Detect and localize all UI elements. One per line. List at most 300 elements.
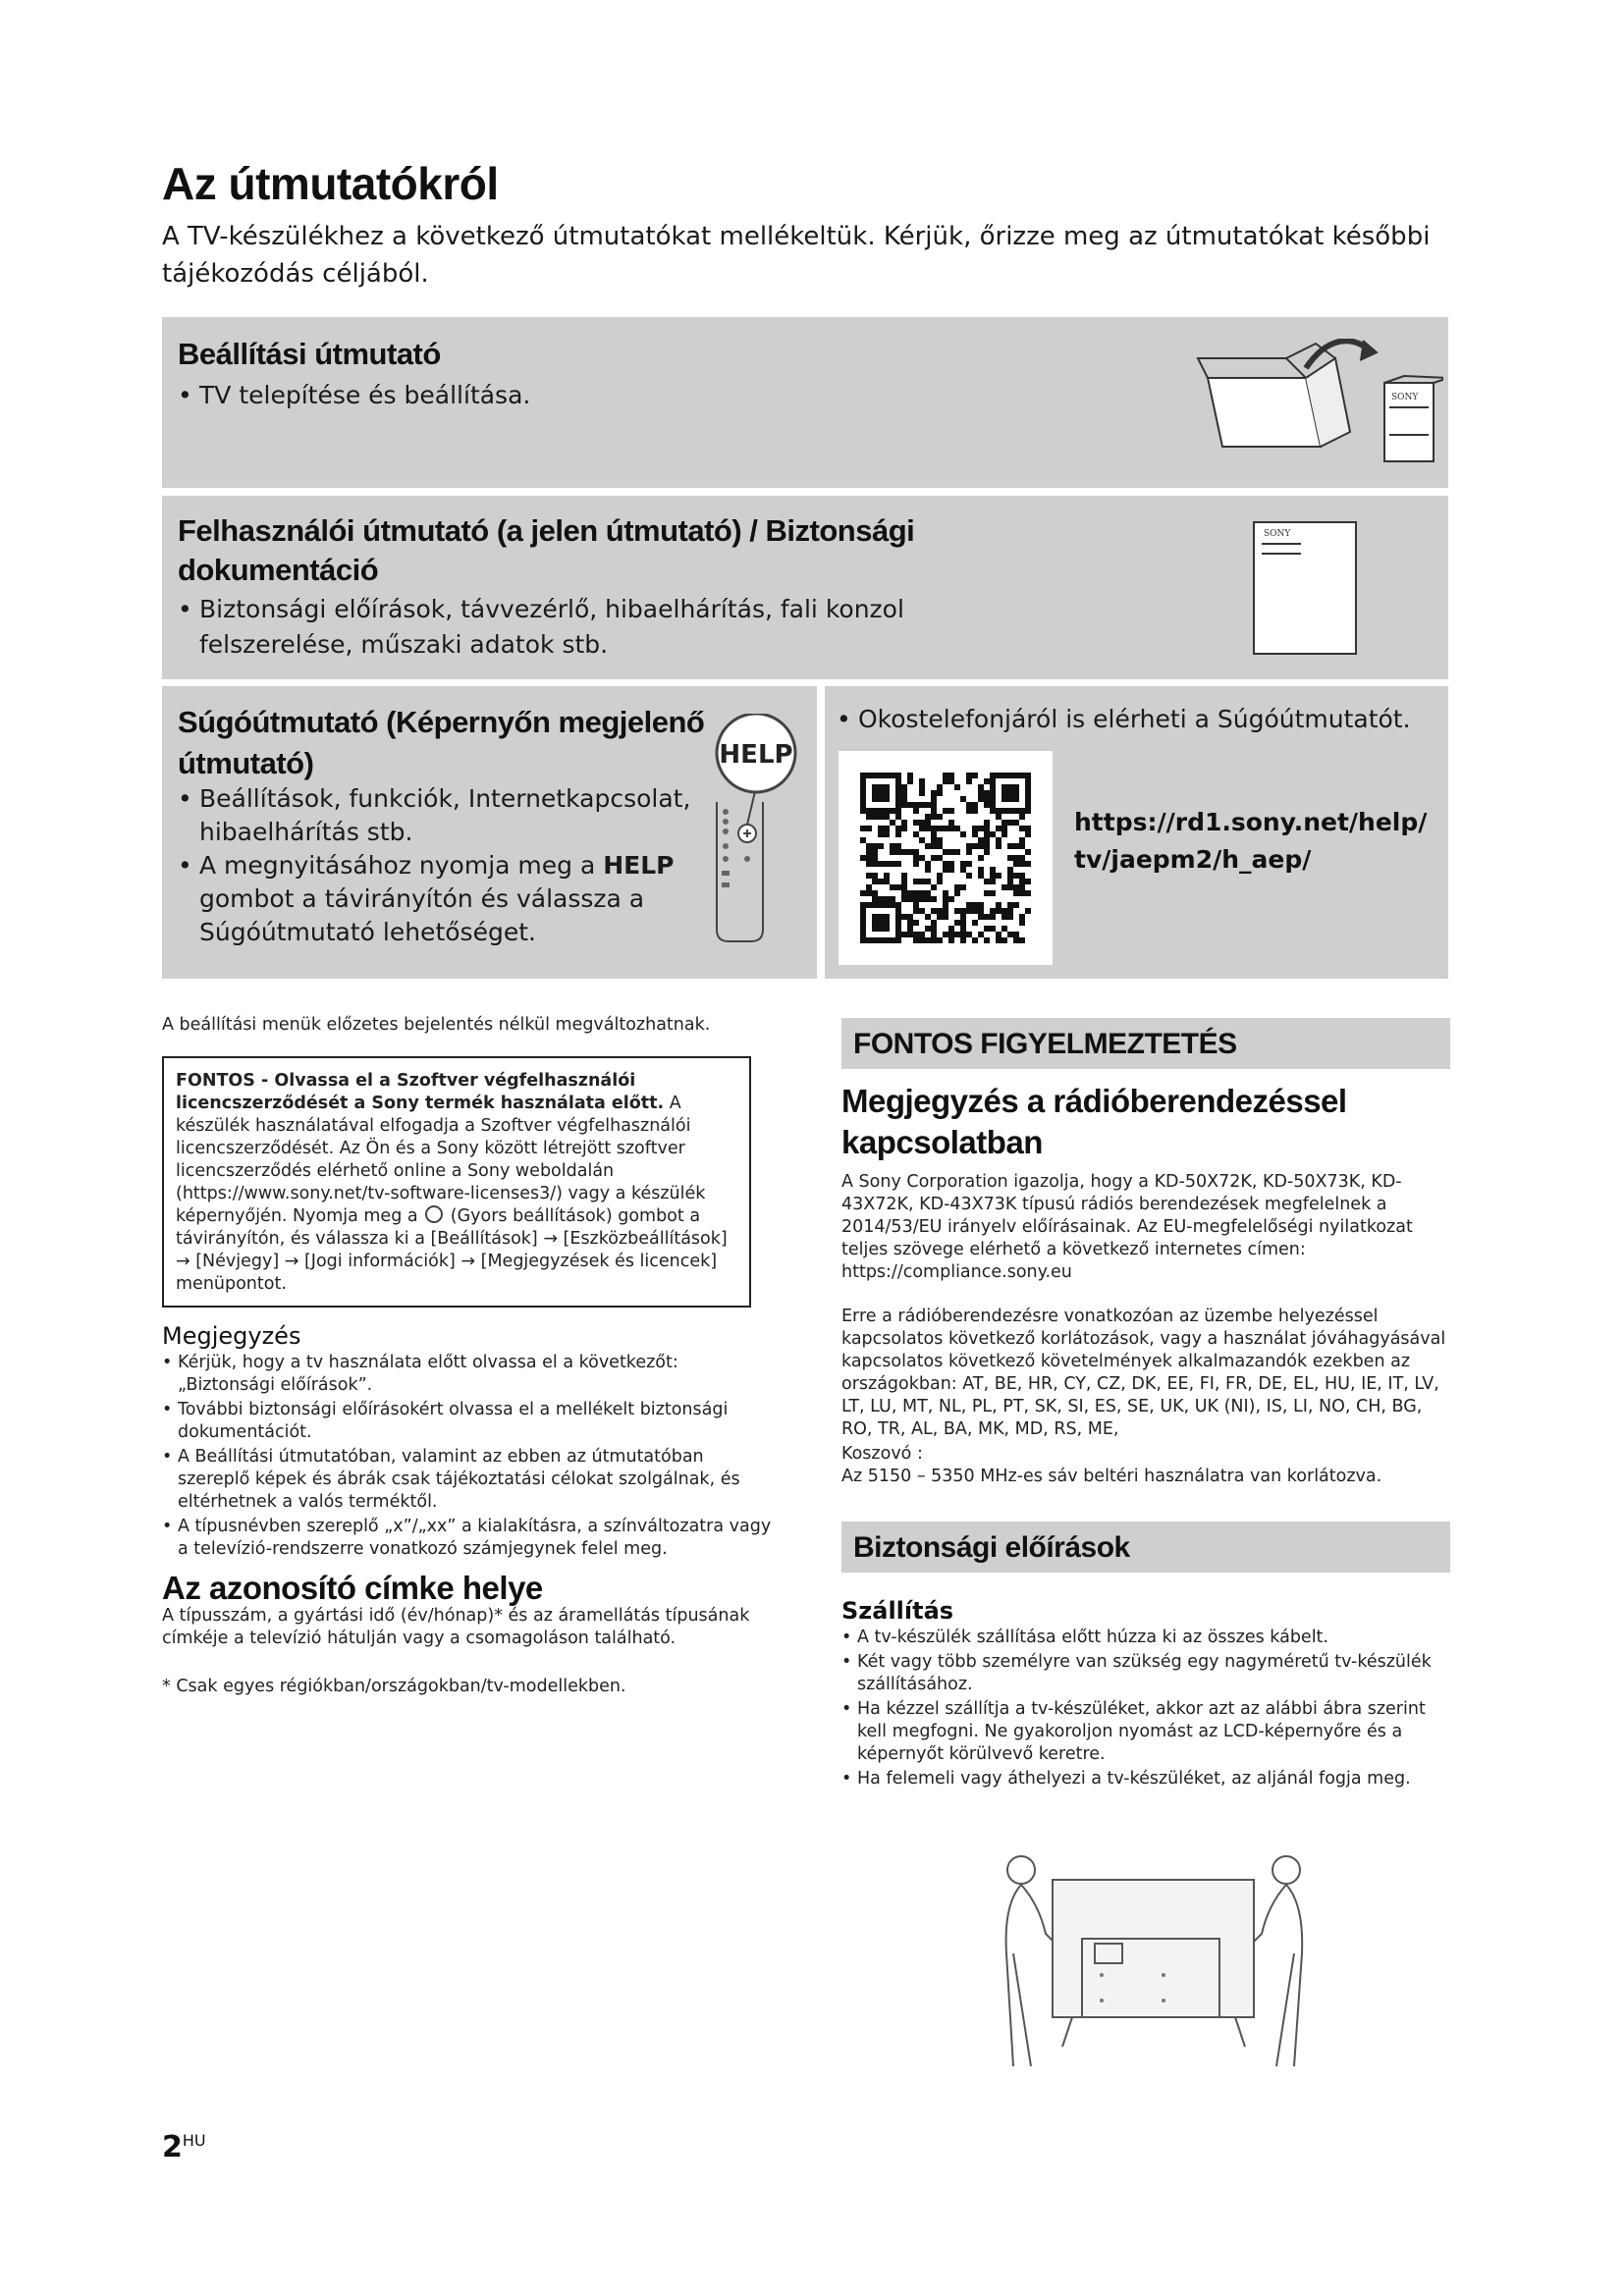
qr-module — [919, 826, 925, 831]
qr-module — [925, 926, 931, 932]
qr-module — [954, 932, 960, 937]
qr-module — [931, 814, 937, 820]
qr-module — [966, 778, 972, 784]
qr-module — [907, 849, 913, 855]
radio-paragraph-3: Koszovó : — [841, 1444, 923, 1464]
qr-module — [1025, 908, 1031, 914]
qr-module — [1019, 843, 1025, 849]
qr-module — [1007, 843, 1013, 849]
qr-module — [901, 796, 907, 802]
qr-module — [943, 867, 948, 873]
qr-module — [919, 790, 925, 796]
qr-module — [925, 861, 931, 867]
qr-module — [1001, 937, 1007, 943]
qr-module — [954, 920, 960, 926]
qr-module — [943, 902, 948, 908]
qr-module — [895, 843, 901, 849]
page-number — [162, 2130, 206, 2164]
qr-module — [948, 820, 954, 826]
qr-module — [872, 861, 878, 867]
qr-module — [925, 820, 931, 826]
qr-module — [907, 932, 913, 937]
qr-module — [996, 937, 1001, 943]
qr-module — [943, 908, 948, 914]
qr-module — [878, 861, 884, 867]
qr-module — [960, 926, 966, 932]
qr-module — [925, 843, 931, 849]
right-column — [841, 1018, 1450, 1792]
qr-module — [966, 861, 972, 867]
qr-module — [1019, 879, 1025, 884]
radio-title-line2: kapcsolatban — [841, 1124, 1043, 1160]
qr-module — [866, 843, 872, 849]
qr-module — [990, 867, 996, 873]
qr-module — [984, 837, 990, 843]
qr-module — [937, 837, 943, 843]
radio-paragraph-1: A Sony Corporation igazolja, hogy a KD-50X72K, KD-50X73K, KD-43X72K, KD-43X73K típusú rádiós berendezések megfelelnek a 2014/53/EU irányelv előírásainak. Az EU-megfelelőségi nyilatkozat teljes szövege elérhető a következő internetes címen: https://compliance.sony.eu — [841, 1172, 1413, 1282]
qr-module — [937, 937, 943, 943]
qr-module — [978, 843, 984, 849]
qr-module — [996, 908, 1001, 914]
qr-module — [978, 796, 984, 802]
smartphone-bullet-text: Okostelefonjáról is elérheti a Súgóútmutatót. — [858, 705, 1411, 733]
qr-module — [1007, 873, 1013, 879]
qr-module — [990, 908, 996, 914]
qr-module — [937, 873, 943, 879]
qr-module — [895, 884, 901, 890]
qr-module — [890, 849, 895, 855]
qr-module — [943, 932, 948, 937]
user-manual-booklet-icon — [1252, 520, 1360, 658]
help-guide-title — [178, 702, 704, 784]
help-bullet1-line1: Beállítások, funkciók, Internetkapcsolat, — [199, 784, 691, 813]
qr-module — [901, 784, 907, 790]
qr-module — [966, 849, 972, 855]
qr-module — [901, 879, 907, 884]
qr-module — [919, 820, 925, 826]
qr-module — [931, 884, 937, 890]
qr-module — [919, 908, 925, 914]
qr-module — [1001, 926, 1007, 932]
qr-module — [1025, 826, 1031, 831]
qr-module — [990, 873, 996, 879]
qr-module — [884, 861, 890, 867]
qr-module — [913, 908, 919, 914]
qr-module — [972, 826, 978, 831]
qr-module — [948, 773, 954, 778]
qr-module — [907, 890, 913, 896]
qr-module — [937, 814, 943, 820]
qr-finder-pattern — [872, 914, 890, 932]
qr-module — [937, 790, 943, 796]
qr-module — [990, 926, 996, 932]
qr-module — [948, 932, 954, 937]
qr-module — [860, 890, 866, 896]
qr-module — [866, 826, 872, 831]
qr-module — [913, 937, 919, 943]
qr-module — [1019, 837, 1025, 843]
qr-module — [925, 937, 931, 943]
qr-module — [919, 937, 925, 943]
qr-module — [1001, 914, 1007, 920]
help-bullet2-pre: A megnyitásához nyomja meg a — [199, 851, 604, 880]
radio-title-line1: Megjegyzés a rádióberendezéssel — [841, 1083, 1347, 1119]
qr-module — [925, 867, 931, 873]
qr-module — [931, 826, 937, 831]
qr-module — [972, 937, 978, 943]
qr-module — [984, 831, 990, 837]
qr-module — [1019, 890, 1025, 896]
qr-module — [948, 861, 954, 867]
qr-module — [984, 796, 990, 802]
qr-module — [960, 831, 966, 837]
qr-module — [1013, 890, 1019, 896]
smartphone-bullet: • Okostelefonjáról is elérheti a Súgóútmutatót. — [837, 705, 1411, 733]
qr-module — [919, 778, 925, 784]
qr-module — [996, 932, 1001, 937]
qr-module — [937, 784, 943, 790]
qr-module — [1025, 861, 1031, 867]
qr-module — [1025, 879, 1031, 884]
qr-module — [884, 879, 890, 884]
qr-module — [931, 937, 937, 943]
qr-module — [1019, 914, 1025, 920]
setup-guide-bullet-text: TV telepítése és beállítása. — [199, 381, 531, 409]
qr-module — [925, 814, 931, 820]
label-location-text: A típusszám, a gyártási idő (év/hónap)* és az áramellátás típusának címkéje a televízió hátulján vagy a csomagoláson található. — [162, 1606, 750, 1648]
transport-list — [841, 1627, 1450, 1790]
qr-module — [1013, 937, 1019, 943]
qr-module — [884, 826, 890, 831]
qr-module — [872, 896, 878, 902]
qr-module — [1019, 814, 1025, 820]
qr-module — [984, 820, 990, 826]
qr-module — [913, 831, 919, 837]
qr-module — [972, 808, 978, 814]
qr-module — [913, 920, 919, 926]
user-guide-title — [178, 511, 914, 590]
qr-module — [931, 790, 937, 796]
qr-module — [996, 873, 1001, 879]
qr-module — [901, 932, 907, 937]
qr-module — [996, 837, 1001, 843]
qr-module — [866, 884, 872, 890]
qr-module — [1007, 884, 1013, 890]
qr-module — [884, 873, 890, 879]
qr-module — [860, 826, 866, 831]
qr-module — [1019, 920, 1025, 926]
qr-module — [919, 802, 925, 808]
qr-module — [960, 796, 966, 802]
qr-module — [1025, 849, 1031, 855]
qr-module — [913, 849, 919, 855]
manual-brand: SONY — [1264, 529, 1291, 539]
qr-module — [925, 826, 931, 831]
qr-module — [878, 831, 884, 837]
qr-module — [895, 814, 901, 820]
qr-module — [1001, 826, 1007, 831]
qr-module — [872, 873, 878, 879]
setup-guide-title: Beállítási útmutató — [178, 337, 441, 371]
qr-module — [954, 890, 960, 896]
qr-module — [943, 890, 948, 896]
qr-module — [890, 820, 895, 826]
qr-module — [990, 890, 996, 896]
radio-paragraph-4: Az 5150 – 5350 MHz-es sáv beltéri használatra van korlátozva. — [841, 1467, 1382, 1486]
qr-module — [990, 914, 996, 920]
qr-module — [978, 837, 984, 843]
qr-module — [943, 896, 948, 902]
qr-module — [931, 932, 937, 937]
qr-module — [931, 808, 937, 814]
notes-title: Megjegyzés — [162, 1322, 301, 1350]
menu-change-note: A beállítási menük előzetes bejelentés nélkül megváltozhatnak. — [162, 1015, 711, 1035]
quick-settings-icon — [425, 1205, 443, 1223]
qr-module — [907, 802, 913, 808]
qr-module — [1001, 884, 1007, 890]
qr-module — [907, 896, 913, 902]
qr-module — [878, 826, 884, 831]
qr-module — [895, 831, 901, 837]
qr-module — [907, 778, 913, 784]
qr-module — [984, 849, 990, 855]
qr-module — [860, 855, 866, 861]
qr-module — [872, 849, 878, 855]
qr-module — [972, 843, 978, 849]
qr-module — [925, 914, 931, 920]
qr-module — [919, 890, 925, 896]
help-key-label: HELP — [603, 851, 675, 880]
qr-module — [901, 849, 907, 855]
qr-module — [890, 843, 895, 849]
qr-module — [1025, 890, 1031, 896]
qr-module — [866, 861, 872, 867]
qr-module — [996, 902, 1001, 908]
qr-module — [978, 932, 984, 937]
qr-module — [978, 902, 984, 908]
box-and-booklet-icon — [1188, 339, 1443, 471]
smartphone-panel — [825, 686, 1448, 979]
help-url-line2: tv/jaepm2/h_aep/ — [1074, 845, 1312, 874]
help-guide-bullets: • Beállítások, funkciók, Internetkapcsolat, hibaelhárítás stb. • A megnyitásához nyomja meg a HELP gombot a távirányítón és válassza a Súgóútmutató lehetőséget. — [178, 782, 690, 949]
transport-item: • Ha felemeli vagy áthelyezi a tv-készüléket, az aljánál fogja meg. — [841, 1768, 1450, 1790]
qr-module — [948, 808, 954, 814]
qr-module — [901, 884, 907, 890]
qr-module — [884, 814, 890, 820]
qr-module — [901, 802, 907, 808]
qr-module — [996, 843, 1001, 849]
qr-module — [878, 896, 884, 902]
qr-module — [948, 867, 954, 873]
qr-module — [984, 937, 990, 943]
qr-module — [966, 773, 972, 778]
qr-module — [1007, 867, 1013, 873]
qr-module — [913, 861, 919, 867]
qr-module — [1019, 937, 1025, 943]
qr-module — [960, 932, 966, 937]
qr-module — [943, 914, 948, 920]
qr-module — [931, 802, 937, 808]
qr-module — [954, 908, 960, 914]
safety-bar: Biztonsági előírások — [841, 1522, 1450, 1573]
qr-module — [948, 926, 954, 932]
qr-module — [919, 855, 925, 861]
qr-module — [966, 908, 972, 914]
user-guide-title-line1: Felhasználói útmutató (a jelen útmutató) / Biztonsági — [178, 513, 915, 548]
qr-module — [960, 920, 966, 926]
footnote: * Csak egyes régiókban/országokban/tv-modellekben. — [162, 1677, 626, 1696]
help-badge: HELP — [719, 740, 793, 770]
qr-module — [913, 896, 919, 902]
qr-module — [984, 802, 990, 808]
qr-module — [1007, 902, 1013, 908]
qr-module — [966, 802, 972, 808]
license-text: A készülék használatával elfogadja a Szoftver végfelhasználói licencszerződését. Az Ön és a Sony között létrejött szoftver licencszerződés elérhető online a Sony weboldalán (https://www.sony.net/tv-software-licenses3/) vagy a készülék képernyőjén. Nyomja meg a — [176, 1094, 706, 1226]
license-notice-box — [162, 1056, 751, 1308]
qr-module — [978, 908, 984, 914]
qr-module — [919, 837, 925, 843]
qr-module — [931, 908, 937, 914]
qr-module — [984, 843, 990, 849]
qr-module — [954, 849, 960, 855]
qr-module — [890, 884, 895, 890]
qr-module — [872, 814, 878, 820]
qr-module — [984, 914, 990, 920]
qr-module — [1013, 932, 1019, 937]
transport-title: Szállítás — [841, 1597, 954, 1625]
qr-module — [913, 802, 919, 808]
intro-text: A TV-készülékhez a következő útmutatókat mellékeltük. Kérjük, őrizze meg az útmutatókat későbbi tájékozódás céljából. — [162, 222, 1431, 289]
qr-module — [978, 790, 984, 796]
qr-module — [984, 879, 990, 884]
qr-module — [866, 814, 872, 820]
qr-module — [960, 908, 966, 914]
qr-module — [907, 773, 913, 778]
qr-module — [907, 914, 913, 920]
note-item: • Kérjük, hogy a tv használata előtt olvassa el a következőt: „Biztonsági előírások”. — [162, 1352, 776, 1397]
qr-module — [972, 902, 978, 908]
qr-module — [978, 867, 984, 873]
qr-module — [1013, 884, 1019, 890]
qr-module — [931, 837, 937, 843]
qr-module — [878, 843, 884, 849]
qr-module — [895, 826, 901, 831]
qr-module — [948, 826, 954, 831]
qr-module — [960, 867, 966, 873]
qr-module — [872, 855, 878, 861]
setup-guide-panel — [162, 317, 1448, 488]
qr-module — [1013, 873, 1019, 879]
qr-module — [937, 826, 943, 831]
qr-code-graphic — [839, 751, 1053, 965]
page-number-value: 2 — [162, 2130, 183, 2164]
qr-module — [872, 843, 878, 849]
qr-module — [884, 896, 890, 902]
qr-module — [972, 920, 978, 926]
qr-module — [984, 890, 990, 896]
qr-finder-pattern — [872, 784, 890, 802]
qr-module — [1019, 826, 1025, 831]
qr-module — [943, 849, 948, 855]
qr-module — [901, 790, 907, 796]
user-guide-bullet: • Biztonsági előírások, távvezérlő, hibaelhárítás, fali konzol felszerelése, műszaki adatok stb. — [178, 592, 904, 663]
qr-module — [1007, 820, 1013, 826]
qr-module — [890, 861, 895, 867]
qr-module — [972, 908, 978, 914]
transport-item: • Ha kézzel szállítja a tv-készüléket, akkor azt az alábbi ábra szerint kell megfogni. Ne gyakoroljon nyomást az LCD-képernyőre és a képernyőt körülvevő keretre. — [841, 1698, 1450, 1766]
qr-module — [978, 914, 984, 920]
qr-module — [1007, 855, 1013, 861]
qr-module — [943, 861, 948, 867]
qr-module — [895, 861, 901, 867]
qr-module — [972, 802, 978, 808]
qr-module — [948, 778, 954, 784]
radio-title — [841, 1081, 1450, 1163]
qr-module — [901, 890, 907, 896]
qr-module — [984, 926, 990, 932]
notes-list — [162, 1352, 776, 1561]
qr-module — [937, 914, 943, 920]
user-guide-title-line2: dokumentáció — [178, 553, 379, 587]
qr-module — [1013, 820, 1019, 826]
qr-module — [948, 849, 954, 855]
note-item: • További biztonsági előírásokért olvassa el a mellékelt biztonsági dokumentációt. — [162, 1399, 776, 1444]
qr-module — [1025, 831, 1031, 837]
qr-module — [1007, 908, 1013, 914]
qr-module — [1019, 873, 1025, 879]
qr-module — [960, 861, 966, 867]
qr-module — [931, 843, 937, 849]
qr-module — [890, 896, 895, 902]
help-url — [1074, 804, 1427, 879]
qr-module — [943, 808, 948, 814]
qr-module — [937, 879, 943, 884]
qr-module — [943, 778, 948, 784]
note-item: • A típusnévben szereplő „x”/„xx” a kialakításra, a színváltozatra vagy a televízió-rendszerre vonatkozó számjegynek felel meg. — [162, 1516, 776, 1561]
help-bullet1-line2: hibaelhárítás stb. — [199, 818, 413, 846]
transport-item: • A tv-készülék szállítása előtt húzza ki az összes kábelt. — [841, 1627, 1450, 1649]
qr-module — [1013, 843, 1019, 849]
qr-module — [913, 890, 919, 896]
qr-module — [943, 826, 948, 831]
qr-module — [966, 902, 972, 908]
qr-module — [1007, 879, 1013, 884]
qr-module — [884, 831, 890, 837]
qr-module — [878, 879, 884, 884]
qr-module — [966, 808, 972, 814]
label-location-title: Az azonosító címke helye — [162, 1570, 543, 1606]
qr-module — [990, 831, 996, 837]
qr-module — [960, 884, 966, 890]
qr-module — [913, 932, 919, 937]
qr-module — [872, 890, 878, 896]
qr-module — [919, 932, 925, 937]
qr-module — [996, 826, 1001, 831]
qr-module — [913, 879, 919, 884]
qr-module — [901, 826, 907, 831]
qr-module — [1019, 861, 1025, 867]
qr-module — [1007, 932, 1013, 937]
qr-module — [872, 879, 878, 884]
note-item: • A Beállítási útmutatóban, valamint az ebben az útmutatóban szereplő képek és ábrák csak tájékoztatási célokat szolgálnak, és eltérhetnek a valós terméktől. — [162, 1446, 776, 1514]
qr-module — [866, 855, 872, 861]
qr-module — [966, 873, 972, 879]
qr-module — [919, 784, 925, 790]
qr-module — [913, 820, 919, 826]
qr-module — [954, 784, 960, 790]
qr-module — [937, 855, 943, 861]
help-guide-panel — [162, 686, 817, 979]
